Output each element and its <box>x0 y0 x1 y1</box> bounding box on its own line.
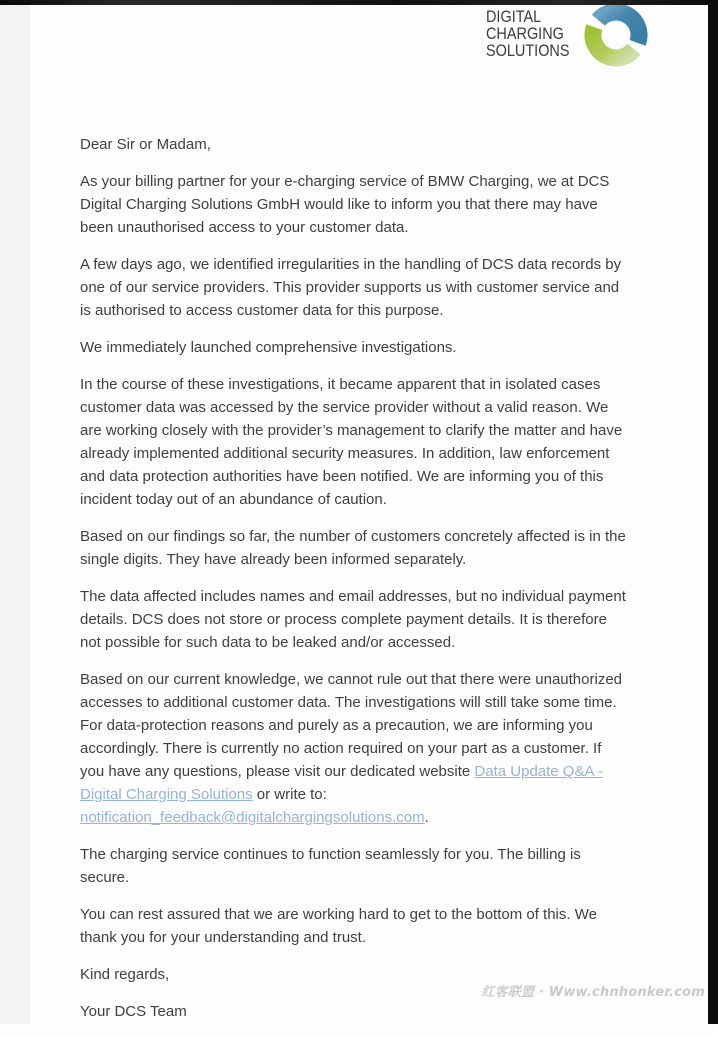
letter-paragraph <box>80 668 629 829</box>
letter-paragraph <box>80 903 629 949</box>
letter-text: The data affected includes names and email addresses, but no individual payment details. DCS does not store or process complete payment details. It is therefore not possible for such data to be leaked and/or accessed. <box>80 588 626 651</box>
letter-text: A few days ago, we identified irregularities in the handling of DCS data records by one of our service providers. This provider supports us with customer service and is authorised to access customer data for this purpose. <box>80 256 622 319</box>
letter-paragraph <box>80 373 629 511</box>
letter-text: or write to: <box>252 786 327 803</box>
letter-paragraph <box>80 843 629 889</box>
ring-green-arc <box>593 27 634 58</box>
letter-paragraph <box>80 170 629 239</box>
dcs-logo <box>486 8 584 59</box>
dcs-logo-line-2: CHARGING <box>486 24 564 43</box>
letter-paragraph <box>80 133 629 156</box>
page-left-margin-shade <box>0 5 30 1024</box>
letter-text: . <box>424 809 429 826</box>
letter-text: You can rest assured that we are working hard to get to the bottom of this. We thank you for your understanding and trust. <box>80 906 597 946</box>
letter-body <box>80 133 629 1037</box>
feedback-email-link[interactable]: notification_feedback@digitalchargingsolutions.com <box>80 809 425 826</box>
screenshot-right-edge <box>708 0 718 1024</box>
letter-text: We immediately launched comprehensive investigations. <box>80 339 457 356</box>
letter-text: Dear Sir or Madam, <box>80 136 211 153</box>
letter-text: Based on our current knowledge, we cannot rule out that there were unauthorized accesses to additional customer data. The investigations will still take some time. For data-protection reasons and purely as a precaution, we are informing you accordingly. There is currently no action required on your part as a customer. If you have any questions, please visit our dedicated website <box>80 671 623 780</box>
letter-text: Based on our findings so far, the number of customers concretely affected is in the single digits. They have already been informed separately. <box>80 528 626 568</box>
dcs-logo-line-1: DIGITAL <box>486 7 542 26</box>
dcs-logo-wordmark <box>486 8 570 59</box>
data-update-qa-link[interactable]: Data Update Q&A - Digital Charging Solutions <box>80 763 603 803</box>
letter-text: In the course of these investigations, it became apparent that in isolated cases customer data was accessed by the service provider without a valid reason. We are working closely with the provider’s management to clarify the matter and have already implemented additional security measures. In addition, law enforcement and data protection authorities have been notified. We are informing you of this incident today out of an abundance of caution. <box>80 376 623 508</box>
letter-text: Kind regards, <box>80 966 170 983</box>
letter-paragraph <box>80 1000 629 1023</box>
letter-paragraph <box>80 253 629 322</box>
screenshot-top-edge <box>0 0 718 5</box>
letter-text: The charging service continues to function seamlessly for you. The billing is secure. <box>80 846 581 886</box>
letter-text: Your DCS Team <box>80 1003 187 1020</box>
letter-paragraph <box>80 585 629 654</box>
watermark: 红客联盟 · Www.chnhonker.com <box>481 985 705 1000</box>
letter-text: As your billing partner for your e-charging service of BMW Charging, we at DCS Digital Charging Solutions GmbH would like to inform you that there may have been unauthorised access to your customer data. <box>80 173 610 236</box>
letter-paragraph <box>80 336 629 359</box>
dcs-ring-icon <box>583 3 649 67</box>
letter-paragraph <box>80 525 629 571</box>
dcs-logo-line-3: SOLUTIONS <box>486 41 570 60</box>
ring-blue-arc <box>598 12 639 43</box>
